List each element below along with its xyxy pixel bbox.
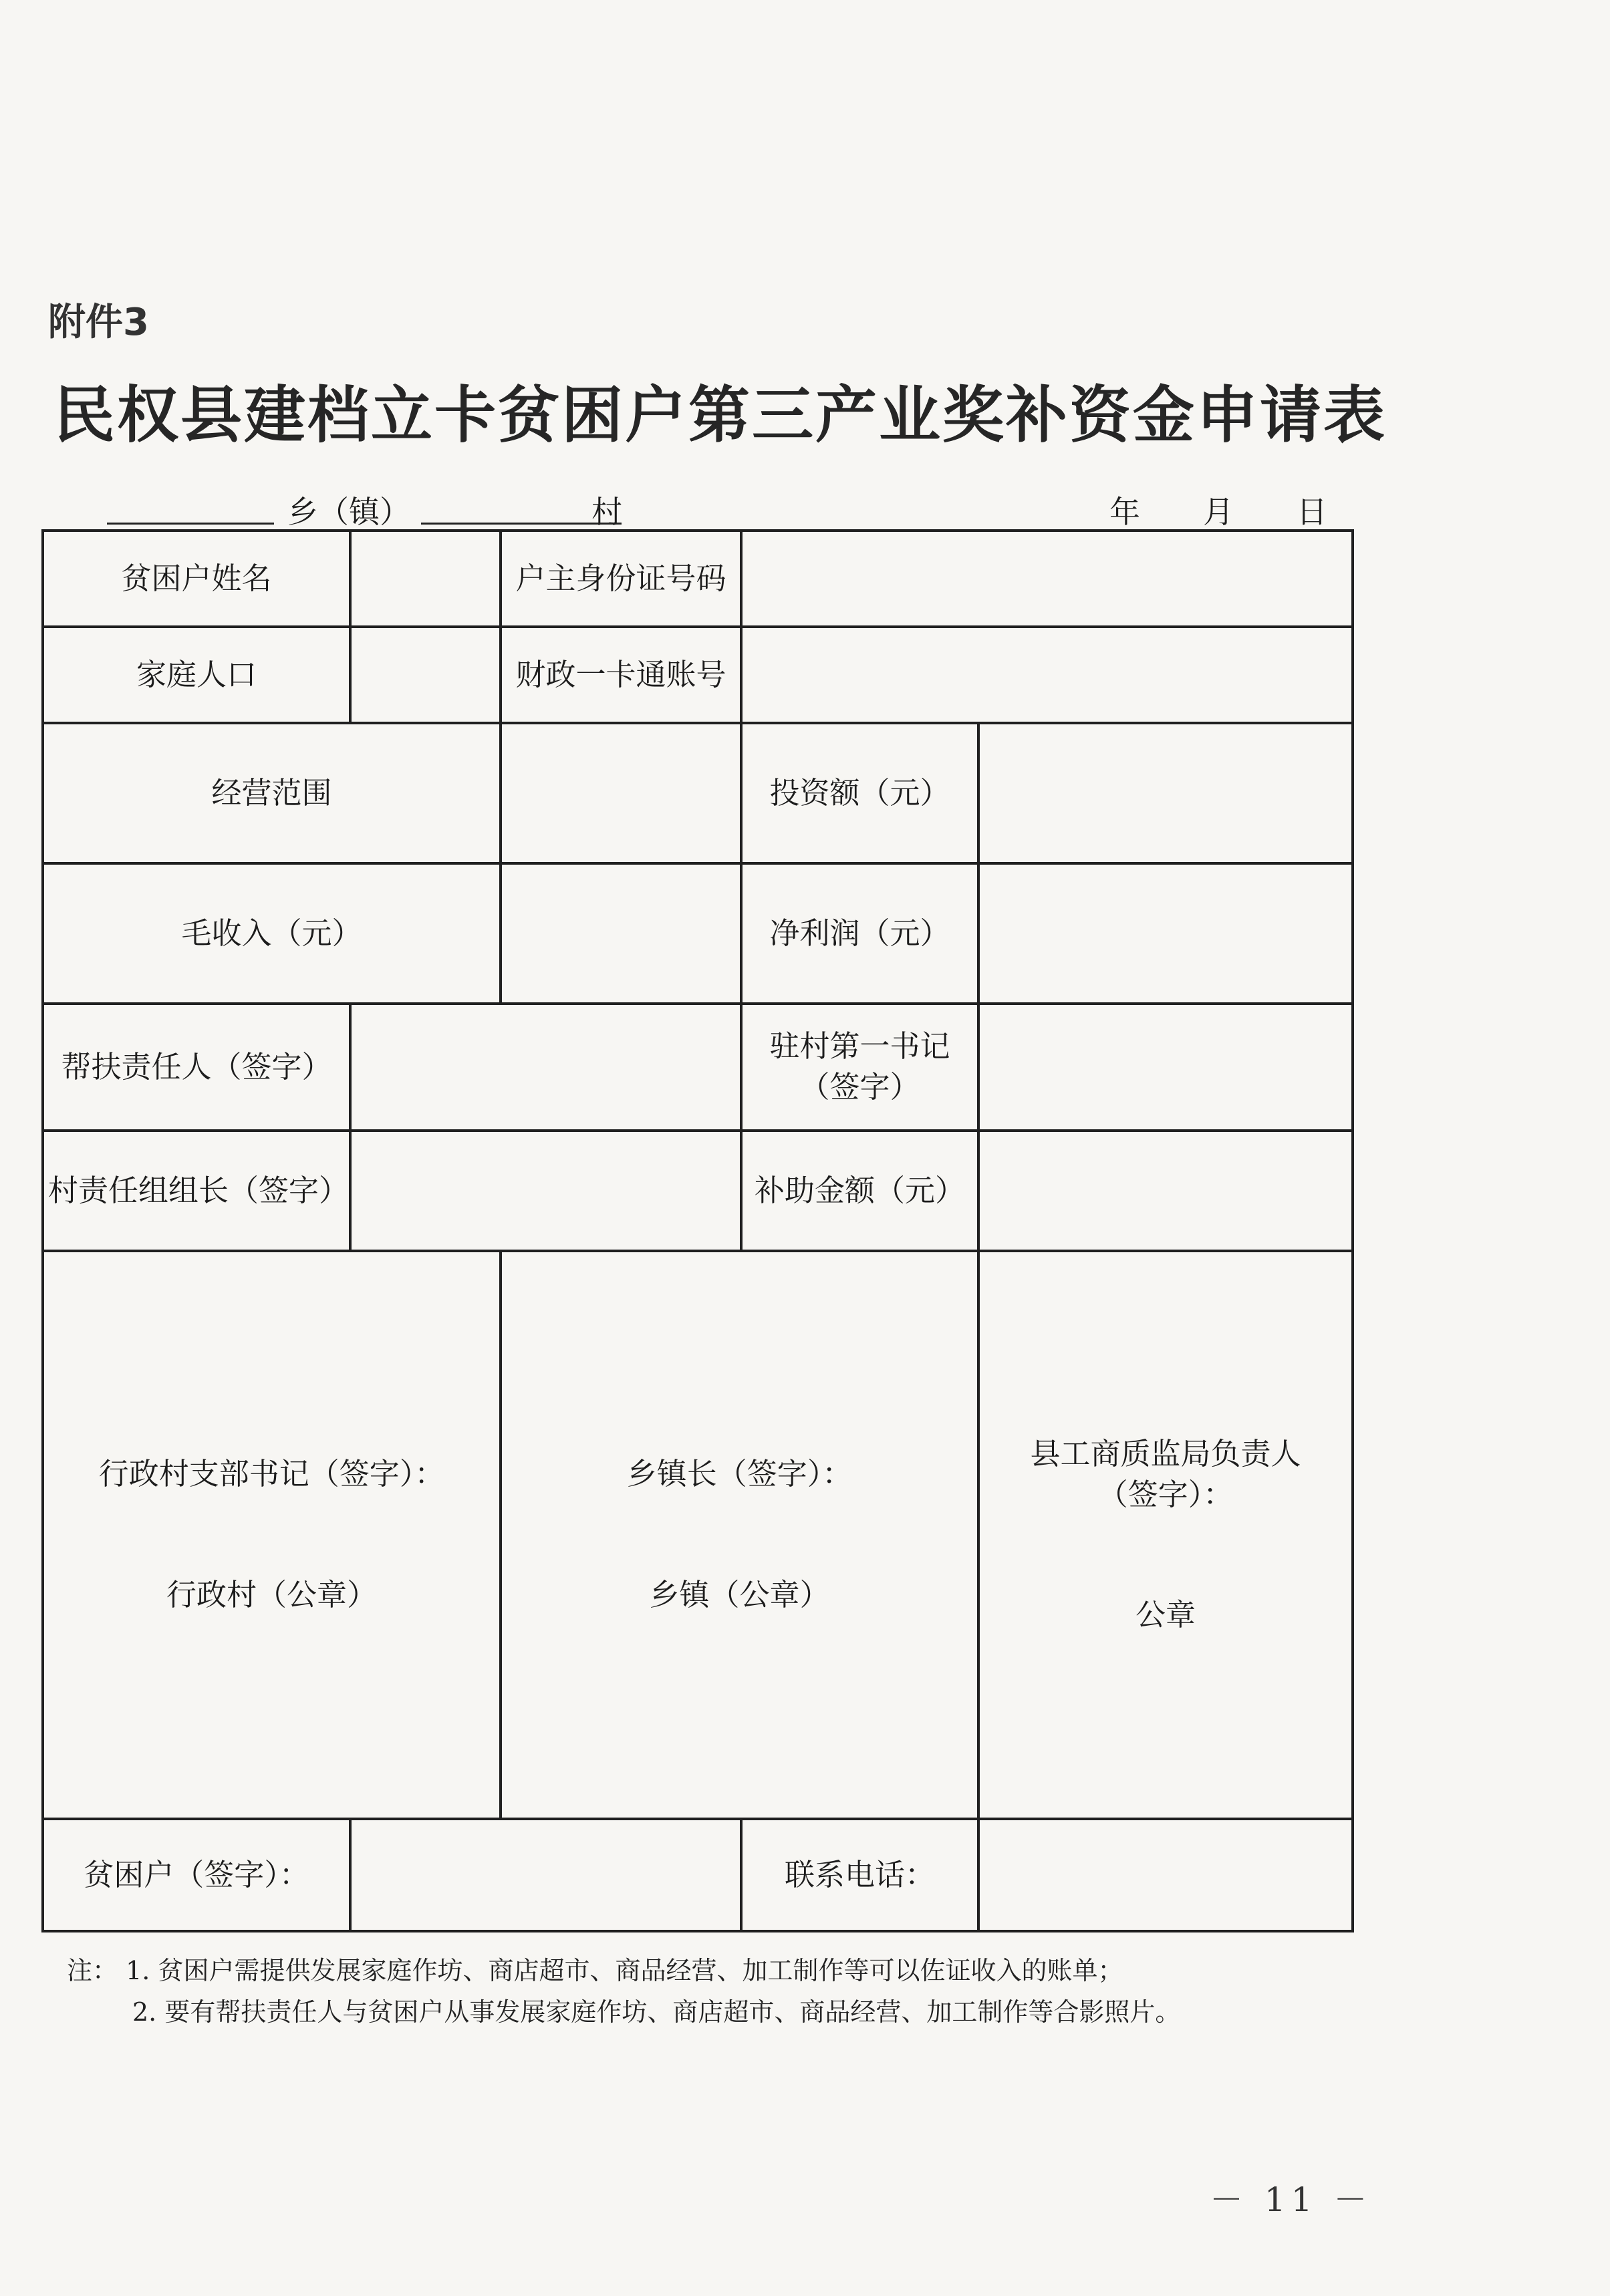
id-number-value[interactable] xyxy=(741,531,1353,627)
household-signature[interactable] xyxy=(350,1819,741,1931)
first-secretary-label-line1: 驻村第一书记 xyxy=(769,1028,950,1064)
bureau-seal-label: 公章 xyxy=(1135,1597,1196,1633)
net-profit-value[interactable] xyxy=(978,863,1353,1004)
bank-account-label: 财政一卡通账号 xyxy=(501,627,741,723)
row-leader-subsidy xyxy=(43,1131,1353,1251)
household-sign-label: 贫困户（签字）： xyxy=(43,1819,350,1931)
row-approvals xyxy=(43,1251,1353,1819)
month-label: 月 xyxy=(1203,494,1234,530)
gross-income-value[interactable] xyxy=(501,863,741,1004)
row-name-id xyxy=(43,531,1353,627)
note-1-text: 1. 贫困户需提供发展家庭作坊、商店超市、商品经营、加工制作等可以佐证收入的账单； xyxy=(126,1956,1123,1985)
gross-income-label: 毛收入（元） xyxy=(43,863,501,1004)
household-name-label: 贫困户姓名 xyxy=(43,531,350,627)
first-secretary-label-line2: （签字） xyxy=(799,1069,920,1105)
subsidy-amount-label: 补助金额（元） xyxy=(741,1131,978,1251)
bureau-head-label-line2: （签字）： xyxy=(1097,1476,1234,1512)
notes-section xyxy=(67,1950,1180,2033)
application-form-table xyxy=(41,529,1354,1932)
village-label: 村 xyxy=(591,494,622,530)
business-scope-value[interactable] xyxy=(501,723,741,863)
village-secretary-sign-label: 行政村支部书记（签字）： xyxy=(98,1456,445,1492)
attachment-label: 附件3 xyxy=(48,301,149,344)
town-seal-label: 乡镇（公章） xyxy=(649,1577,830,1612)
first-secretary-label xyxy=(741,1004,978,1131)
business-scope-label: 经营范围 xyxy=(43,723,501,863)
id-number-label: 户主身份证号码 xyxy=(501,531,741,627)
village-seal-label: 行政村（公章） xyxy=(166,1577,378,1612)
row-income-profit xyxy=(43,863,1353,1004)
year-label: 年 xyxy=(1109,494,1140,530)
bureau-approval-cell[interactable] xyxy=(978,1251,1353,1819)
phone-label: 联系电话： xyxy=(741,1819,978,1931)
assist-person-label: 帮扶责任人（签字） xyxy=(43,1004,350,1131)
note-2 xyxy=(67,1991,1180,2033)
first-secretary-signature[interactable] xyxy=(978,1004,1353,1131)
group-leader-label: 村责任组组长（签字） xyxy=(43,1131,350,1251)
note-2-text: 2. 要有帮扶责任人与贫困户从事发展家庭作坊、商店超市、商品经营、加工制作等合影照片。 xyxy=(132,1997,1181,2027)
group-leader-signature[interactable] xyxy=(350,1131,741,1251)
form-title: 民权县建档立卡贫困户第三产业奖补资金申请表 xyxy=(53,380,1387,451)
town-approval-cell[interactable] xyxy=(501,1251,978,1819)
town-label: 乡（镇） xyxy=(287,494,410,530)
bank-account-value[interactable] xyxy=(741,627,1353,723)
note-1 xyxy=(67,1950,1180,1991)
investment-label: 投资额（元） xyxy=(741,723,978,863)
subsidy-amount-value[interactable] xyxy=(978,1131,1353,1251)
family-size-label: 家庭人口 xyxy=(43,627,350,723)
village-approval-cell[interactable] xyxy=(43,1251,501,1819)
town-head-sign-label: 乡镇长（签字）： xyxy=(626,1456,853,1492)
assist-person-signature[interactable] xyxy=(350,1004,741,1131)
town-blank[interactable] xyxy=(107,482,274,525)
row-scope-investment xyxy=(43,723,1353,863)
day-label: 日 xyxy=(1297,494,1327,530)
header-line xyxy=(0,482,1610,531)
phone-value[interactable] xyxy=(978,1819,1353,1931)
household-name-value[interactable] xyxy=(350,531,501,627)
net-profit-label: 净利润（元） xyxy=(741,863,978,1004)
page-number: － 11 － xyxy=(1210,2180,1373,2219)
bureau-head-label-line1: 县工商质监局负责人 xyxy=(1030,1435,1301,1471)
investment-value[interactable] xyxy=(978,723,1353,863)
family-size-value[interactable] xyxy=(350,627,501,723)
notes-prefix: 注： xyxy=(67,1956,118,1985)
row-household-phone xyxy=(43,1819,1353,1931)
row-family-account xyxy=(43,627,1353,723)
row-assist-secretary xyxy=(43,1004,1353,1131)
